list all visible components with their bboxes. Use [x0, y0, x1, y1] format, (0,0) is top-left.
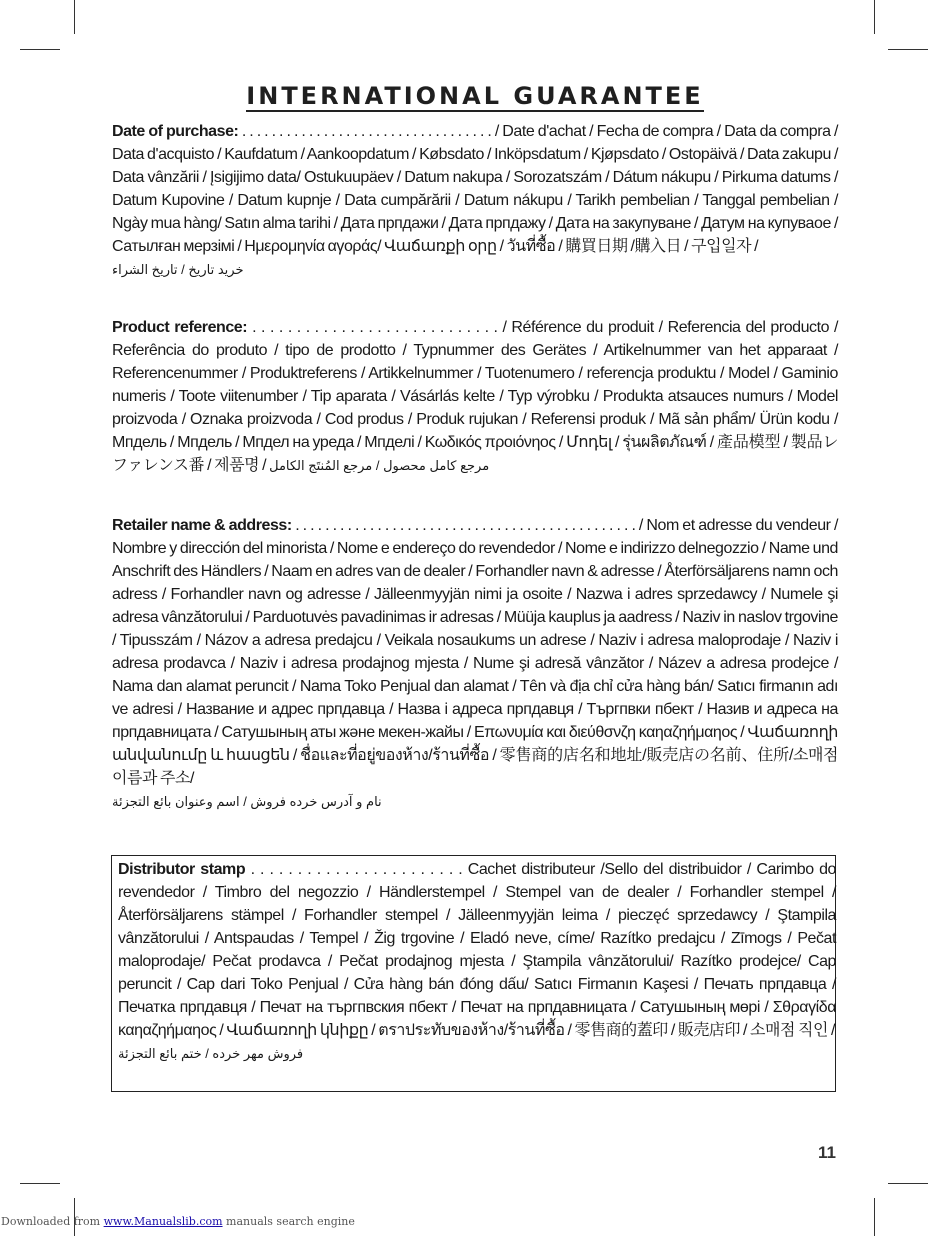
footer-prefix: Downloaded from: [1, 1215, 104, 1228]
product-reference-section: [112, 316, 838, 477]
crop-mark: [888, 1183, 928, 1184]
date-of-purchase-rtl: خرید تاریخ / تاريخ الشراء: [112, 262, 244, 277]
date-of-purchase-translations: / Date d'achat / Fecha de compra / Data da compra / Data d'acquisto / Kaufdatum / Aankoopdatum / Købsdato / Inköpsdatum / Kjøpsdato / Ostopäivä / Data zakupu / Data vânzării / Įsigijimo data/ Ostukuupäev / Datum nakupa / Sorozatszám / Dátum nákupu / Pirkuma datums / Datum Kupovine / Datum kupnje / Data cumpărării / Datum nákupu / Tarikh pembelian / Tanggal pembelian / Ngày mua hàng/ Satın alma tarihi / Дата прпдажи / Дата прпдажу / Дата на закупуване / Датум на купуваое / Сатылған мерзімі / Ημερομηνία αγοράς/ Վաճառքի օրը / วันที่ซื้อ / 購買日期 /購入日 / 구입일자 /: [112, 123, 838, 255]
distributor-label: Distributor stamp: [118, 861, 246, 878]
crop-mark: [20, 49, 60, 50]
distributor-translations: Cachet distributeur /Sello del distribuidor / Carimbo do revendedor / Timbro del negozzio / Händlerstempel / Stempel van de dealer / Forhandler stempel / Återförsäljarens stämpel / Forhandler stempel / Jälleenmyyjän leima / pieczęć sprzedawcy / Ştampila vânzătorului / Antspaudas / Tempel / Žig trgovine / Eladó neve, címe/ Razítko predajcu / Zīmogs / Pečat maloprodaje/ Pečat prodavca / Pečat prodajnog mjesta / Ştampila vânzătorului/ Razítko prodejce/ Cap peruncit / Cap dari Toko Penjual / Cửa hàng bán đóng dấu/ Satıcı Firmanın Kaşesi / Печать прпдавца / Печатка прпдавця / Печат на търгпвския пбект / Печат на прпдавницата / Сатушының мөрі / Σθραγίδα καηαζηήμαηος / Վաճառողի կնիքը / ตราประทับของห้าง/ร้านที่ซื้อ / 零售商的蓋印 / 販売店印 / 소매점 직인 /: [118, 861, 836, 1039]
distributor-stamp-box: [111, 855, 836, 1092]
product-reference-dots: . . . . . . . . . . . . . . . . . . . . . . . . . . . .: [247, 319, 503, 336]
footer-suffix: manuals search engine: [222, 1215, 355, 1228]
crop-mark: [888, 49, 928, 50]
product-reference-translations: / Référence du produit / Referencia del producto / Referência do produto / tipo de prodotto / Typnummer des Gerätes / Artikelnummer van het apparaat / Referencenummer / Produktreferens / Artikkelnummer / Tuotenumero / referencja produktu / Model / Gaminio numeris / Toote viitenumber / Tip aparata / Vásárlás kelte / Typ výrobku / Produkta atsauces numurs / Model proizvoda / Oznaka proizvoda / Cod produs / Produk rujukan / Referensi produk / Mã sản phẩm/ Ürün kodu / Мпдель / Мпдель / Мпдел на уреда / Мпделі / Κωδικός προιόνηος / Մոդել / รุ่นผลิตภัณฑ์ / 產品模型 / 製品レファレンス番 / 제품명 /: [112, 319, 838, 474]
crop-mark: [20, 1183, 60, 1184]
retailer-section: [112, 514, 838, 813]
page-title: [0, 82, 950, 112]
crop-mark: [874, 1198, 875, 1236]
retailer-label: Retailer name & address:: [112, 517, 292, 534]
distributor-dots: . . . . . . . . . . . . . . . . . . . . . . .: [245, 861, 468, 878]
date-of-purchase-dots: . . . . . . . . . . . . . . . . . . . . . . . . . . . . . . . . . .: [238, 123, 495, 140]
date-of-purchase-section: [112, 120, 838, 281]
retailer-dots: . . . . . . . . . . . . . . . . . . . . . . . . . . . . . . . . . . . . . . . . . . . . . .: [291, 517, 639, 534]
crop-mark: [74, 0, 75, 34]
download-footer: [1, 1215, 355, 1228]
retailer-translations: / Nom et adresse du vendeur / Nombre y dirección del minorista / Nome e endereço do revendedor / Nome e indirizzo delnegozzio / Name und Anschrift des Händlers / Naam en adres van de dealer / Forhandler navn & adresse / Återförsäljarens namn och adress / Forhandler navn og adresse / Jälleenmyyjän nimi ja osoite / Nazwa i adres sprzedawcy / Numele şi adresa vânzătorului / Parduotuvės pavadinimas ir adresas / Müüja kauplus ja aadress / Naziv in naslov trgovine / Tipusszám / Názov a adresa predajcu / Veikala nosaukums un adrese / Naziv i adresa maloprodaje / Naziv i adresa prodavca / Naziv i adresa prodajnog mjesta / Nume şi adresă vânzător / Název a adresa prodejce / Nama dan alamat peruncit / Nama Toko Penjual dan alamat / Tên và địa chỉ cửa hàng bán/ Satıcı firmanın adı ve adresi / Название и адрес прпдавца / Назва і адреса прпдавця / Търгпвки пбект / Назив и адреса на прпдавницата / Сатушының аты және мекен-жайы / Επωνυμία και διεύθσνζη καηαζηήμαηος / Վաճառողի անվանումը և հասցեն / ชื่อและที่อยู่ของห้าง/ร้านที่ซื้อ / 零售商的店名和地址/販売店の名前、住所/소매점 이름과 주소/: [112, 517, 838, 787]
title-text: INTERNATIONAL GUARANTEE: [246, 82, 704, 110]
page-number: 11: [818, 1143, 836, 1162]
retailer-rtl: نام و آدرس خرده فروش / اسم وعنوان بائع التجزئة: [112, 794, 382, 809]
manualslib-link[interactable]: www.Manualslib.com: [103, 1215, 223, 1228]
product-reference-rtl: مرجع کامل محصول / مرجع المُنتَج الكامل: [269, 458, 490, 473]
date-of-purchase-label: Date of purchase:: [112, 123, 239, 140]
crop-mark: [874, 0, 875, 34]
distributor-rtl: فروش مهر خرده / ختم بائع التجزئة: [118, 1046, 304, 1061]
product-reference-label: Product reference:: [112, 319, 248, 336]
distributor-section: [118, 858, 836, 1065]
